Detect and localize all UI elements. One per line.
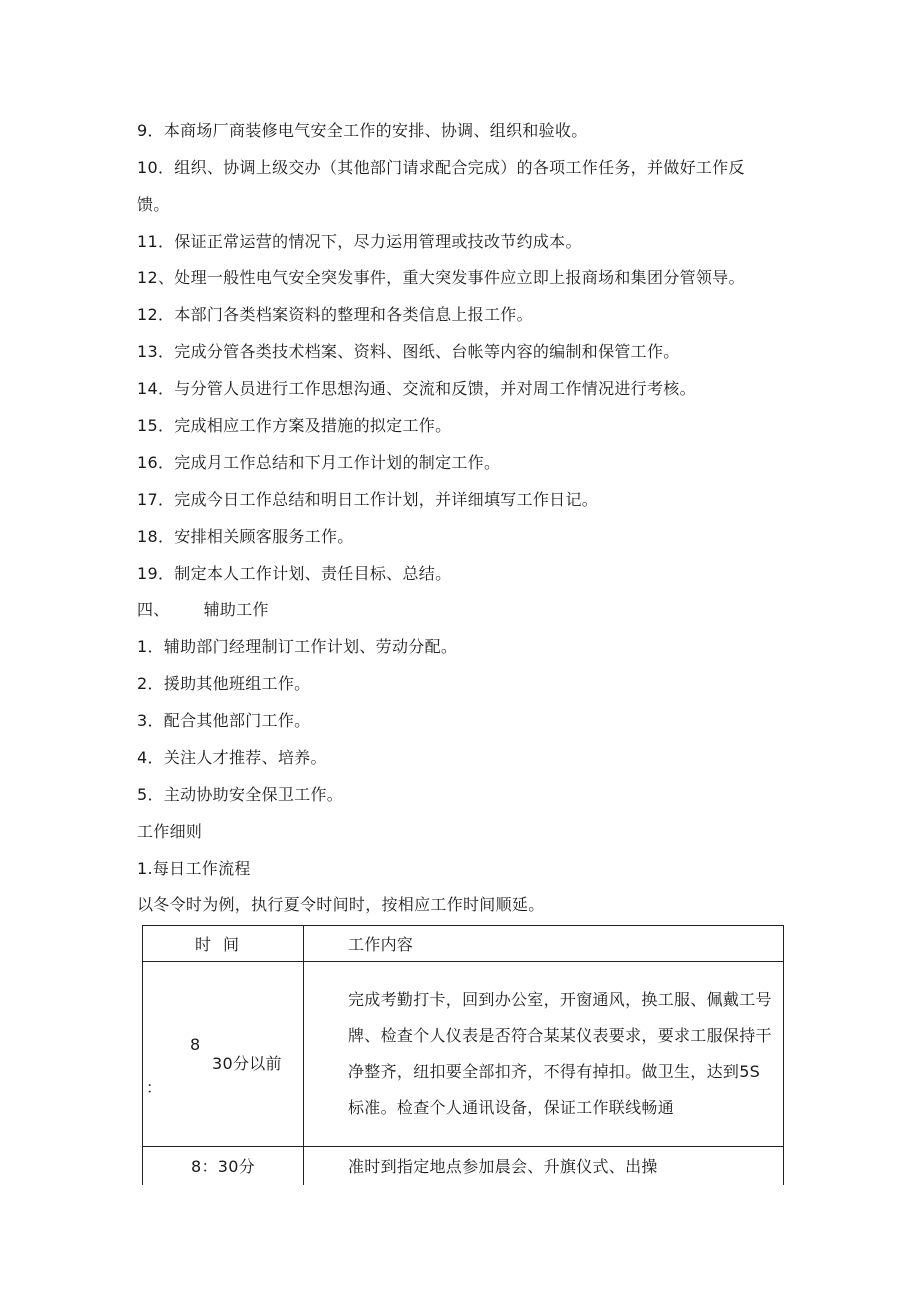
list-item: 12．本部门各类档案资料的整理和各类信息上报工作。 (137, 305, 533, 324)
table-header-row (143, 926, 784, 962)
list-item: 19．制定本人工作计划、责任目标、总结。 (137, 564, 452, 583)
list-item: 9．本商场厂商装修电气安全工作的安排、协调、组织和验收。 (137, 121, 588, 140)
list-item: 2．援助其他班组工作。 (137, 674, 311, 693)
list-item: 10．组织、协调上级交办（其他部门请求配合完成）的各项工作任务，并做好工作反 (137, 158, 745, 177)
list-item-continuation: 馈。 (137, 195, 170, 214)
section-heading (137, 600, 269, 620)
list-item: 4．关注人才推荐、培养。 (137, 748, 327, 767)
schedule-table (142, 925, 784, 1185)
time-colon: ： (146, 1078, 163, 1097)
list-item: 12、处理一般性电气安全突发事件，重大突发事件应立即上报商场和集团分管领导。 (137, 268, 745, 287)
list-item: 3．配合其他部门工作。 (137, 711, 311, 730)
table-row (143, 962, 784, 1147)
section-title: 辅助工作 (203, 600, 269, 619)
time-cell: 8：30分 (143, 1147, 304, 1185)
list-item: 17．完成今日工作总结和明日工作计划，并详细填写工作日记。 (137, 490, 599, 509)
list-item: 18．安排相关顾客服务工作。 (137, 527, 354, 546)
header-time: 时间 (143, 926, 304, 962)
details-heading: 工作细则 (137, 822, 203, 841)
list-item: 11．保证正常运营的情况下，尽力运用管理或技改节约成本。 (137, 232, 582, 251)
section-number: 四、 (137, 600, 170, 619)
time-minutes: 30分以前 (212, 1054, 282, 1073)
content-line: 牌、检查个人仪表是否符合某某仪表要求，要求工服保持干 (348, 1026, 772, 1045)
list-item: 13．完成分管各类技术档案、资料、图纸、台帐等内容的编制和保管工作。 (137, 342, 680, 361)
list-item: 16．完成月工作总结和下月工作计划的制定工作。 (137, 453, 501, 472)
table-row (143, 1147, 784, 1185)
list-item: 5．主动协助安全保卫工作。 (137, 785, 344, 804)
content-line: 标准。检查个人通讯设备，保证工作联线畅通 (348, 1098, 675, 1117)
content-line: 净整齐，纽扣要全部扣齐，不得有掉扣。做卫生，达到5S (348, 1062, 761, 1081)
content-cell (304, 962, 784, 1147)
header-content: 工作内容 (304, 926, 784, 962)
flow-intro: 以冬令时为例，执行夏令时间时，按相应工作时间顺延。 (137, 895, 545, 914)
list-item: 14．与分管人员进行工作思想沟通、交流和反馈，并对周工作情况进行考核。 (137, 379, 696, 398)
list-item: 1．辅助部门经理制订工作计划、劳动分配。 (137, 637, 458, 656)
time-hour: 8 (190, 1035, 201, 1054)
content-cell: 准时到指定地点参加晨会、升旗仪式、出操 (304, 1147, 784, 1185)
list-item: 15．完成相应工作方案及措施的拟定工作。 (137, 416, 452, 435)
time-cell (143, 962, 304, 1147)
content-line: 完成考勤打卡，回到办公室，开窗通风，换工服、佩戴工号 (348, 990, 772, 1009)
flow-heading: 1.每日工作流程 (137, 859, 251, 878)
